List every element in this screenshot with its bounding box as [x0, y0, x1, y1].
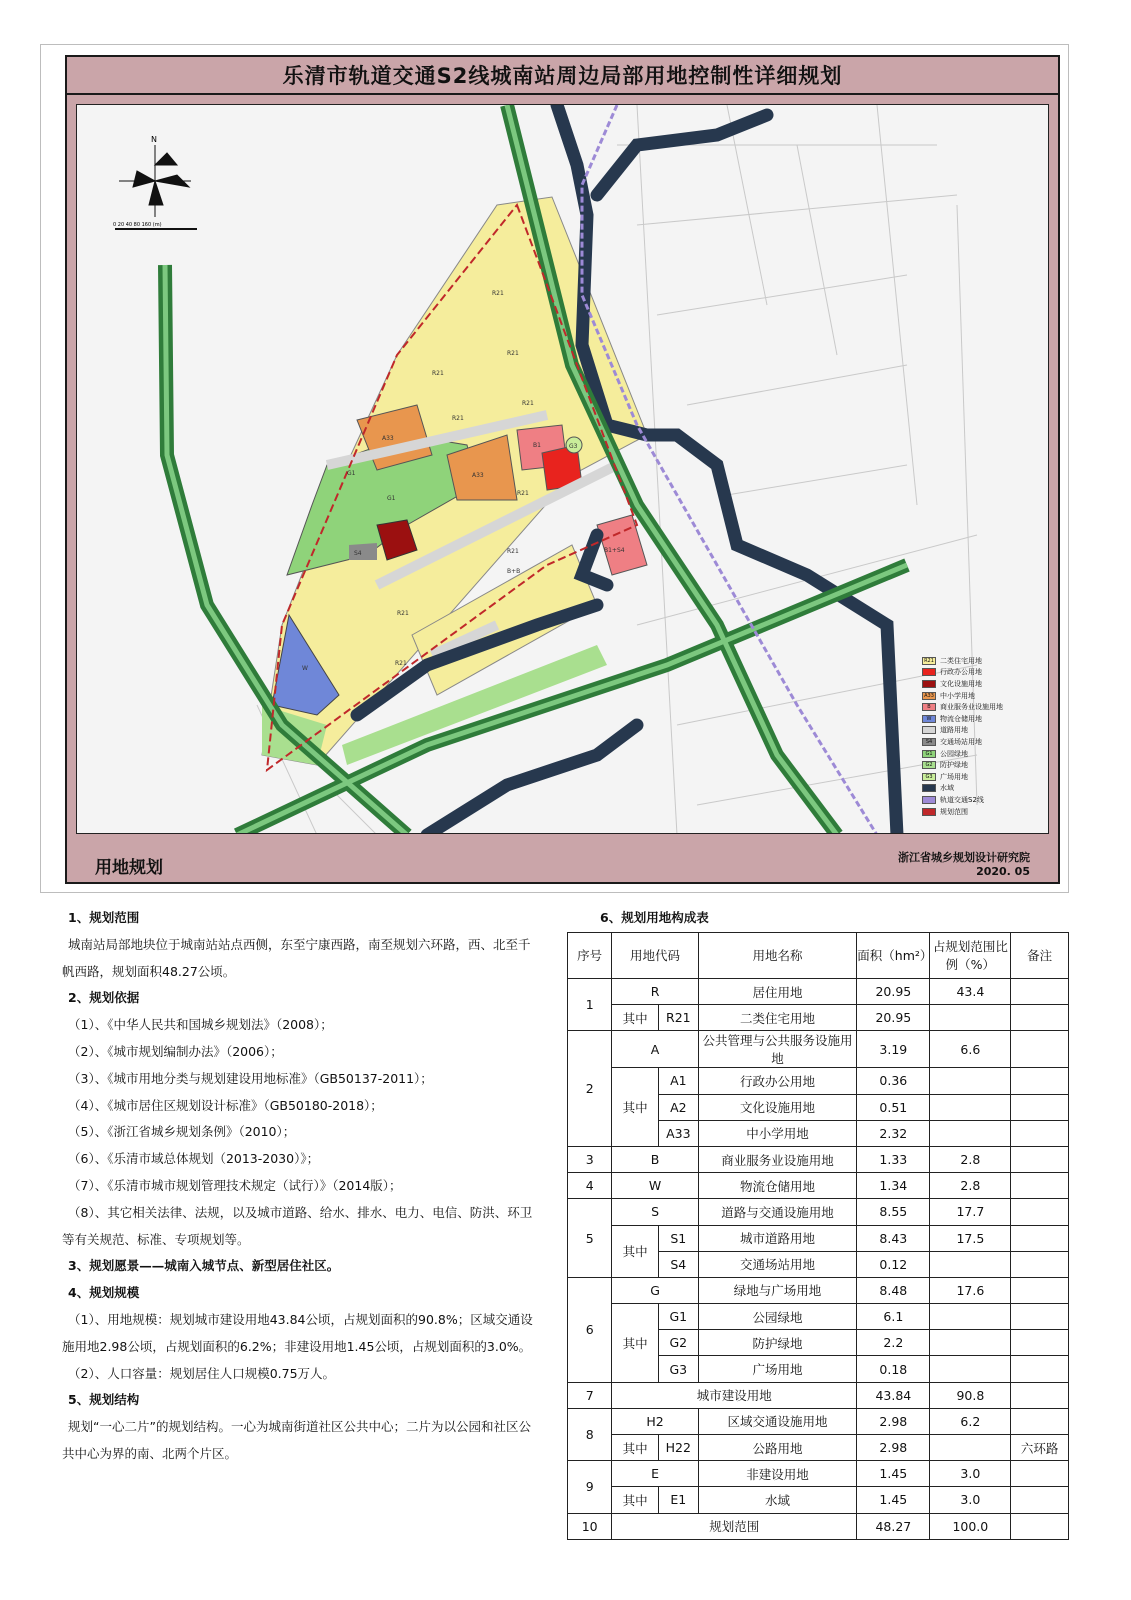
label-a33b: A33 — [472, 472, 484, 479]
cell-seq: 2 — [568, 1031, 612, 1147]
legend-item — [922, 806, 1003, 818]
cell-name: 物流仓储用地 — [698, 1173, 857, 1199]
section-heading: 3、规划愿景——城南入城节点、新型居住社区。 — [68, 1258, 340, 1274]
table-row — [568, 1199, 1069, 1225]
cell-ratio: 2.8 — [930, 1146, 1011, 1172]
basis-item: （6）、《乐清市域总体规划（2013-2030）》； — [68, 1151, 320, 1167]
table-row — [568, 1304, 1069, 1330]
table-row — [568, 1068, 1069, 1094]
cell-area: 8.48 — [857, 1277, 930, 1303]
cell-area: 2.98 — [857, 1408, 930, 1434]
map-caption: 用地规划 — [95, 858, 163, 878]
paragraph: （2）、人口容量：规划居住人口规模0.75万人。 — [68, 1365, 336, 1381]
label-w: W — [302, 665, 308, 672]
cell-note — [1011, 1031, 1069, 1068]
cell-ratio: 6.6 — [930, 1031, 1011, 1068]
legend-swatch — [922, 784, 936, 792]
legend-label: 规划范围 — [940, 807, 968, 816]
cell-code: S — [612, 1199, 698, 1225]
section-heading: 4、规划规模 — [68, 1285, 140, 1301]
land-use-table — [567, 932, 1069, 1540]
cell-ratio — [930, 1005, 1011, 1031]
legend-swatch — [922, 668, 936, 676]
cell-area: 0.51 — [857, 1094, 930, 1120]
cell-name: 绿地与广场用地 — [698, 1277, 857, 1303]
label-r21f: R21 — [507, 548, 519, 555]
label-s4: S4 — [354, 550, 362, 557]
table-row — [568, 1435, 1069, 1461]
header-note: 备注 — [1011, 933, 1069, 979]
legend-label: 轨道交通S2线 — [940, 795, 984, 804]
cell-qizhong: 其中 — [612, 1005, 659, 1031]
legend-label: 道路用地 — [940, 726, 968, 735]
cell-name: 非建设用地 — [698, 1461, 857, 1487]
cell-seq: 5 — [568, 1199, 612, 1278]
legend-swatch: A33 — [922, 692, 936, 700]
table-row — [568, 1461, 1069, 1487]
cell-ratio: 3.0 — [930, 1461, 1011, 1487]
cell-name: 城市建设用地 — [612, 1382, 857, 1408]
cell-area: 43.84 — [857, 1382, 930, 1408]
label-r21d: R21 — [522, 400, 534, 407]
cell-name: 区域交通设施用地 — [698, 1408, 857, 1434]
legend-label: 中小学用地 — [940, 691, 975, 700]
map-drawing — [77, 105, 1049, 834]
legend-item — [922, 655, 1003, 667]
cell-ratio — [930, 1094, 1011, 1120]
legend-label: 广场用地 — [940, 772, 968, 781]
cell-name: 中小学用地 — [698, 1120, 857, 1146]
legend-item — [922, 667, 1003, 679]
cell-seq: 4 — [568, 1173, 612, 1199]
legend-swatch: G1 — [922, 750, 936, 758]
cell-name: 防护绿地 — [698, 1330, 857, 1356]
label-r21c: R21 — [432, 370, 444, 377]
basis-item: （8）、其它相关法律、法规，以及城市道路、给水、排水、电力、电信、防洪、环卫等有关规范、标准、专项规划等。 — [62, 1204, 533, 1247]
table-title: 6、规划用地构成表 — [600, 910, 709, 925]
legend-item — [922, 736, 1003, 748]
cell-code: W — [612, 1173, 698, 1199]
cell-note — [1011, 1356, 1069, 1382]
label-r21b: R21 — [507, 350, 519, 357]
cell-code: G1 — [658, 1304, 698, 1330]
institute-name: 浙江省城乡规划设计研究院 — [898, 851, 1030, 864]
cell-area: 2.98 — [857, 1435, 930, 1461]
basis-item: （1）、《中华人民共和国城乡规划法》（2008）； — [68, 1017, 333, 1033]
section-heading: 1、规划范围 — [68, 910, 140, 925]
cell-ratio: 2.8 — [930, 1173, 1011, 1199]
cell-code: H2 — [612, 1408, 698, 1434]
cell-qizhong: 其中 — [612, 1225, 659, 1277]
cell-ratio — [930, 1304, 1011, 1330]
cell-qizhong: 其中 — [612, 1487, 659, 1513]
legend-swatch: W — [922, 715, 936, 723]
cell-name: 二类住宅用地 — [698, 1005, 857, 1031]
cell-code: A33 — [658, 1120, 698, 1146]
cell-ratio: 100.0 — [930, 1513, 1011, 1539]
cell-name: 商业服务业设施用地 — [698, 1146, 857, 1172]
cell-note — [1011, 1199, 1069, 1225]
table-row — [568, 1173, 1069, 1199]
legend-item — [922, 759, 1003, 771]
cell-seq: 1 — [568, 979, 612, 1031]
cell-name: 公路用地 — [698, 1435, 857, 1461]
cell-note — [1011, 1094, 1069, 1120]
cell-note — [1011, 1330, 1069, 1356]
cell-note — [1011, 1005, 1069, 1031]
cell-area: 8.43 — [857, 1225, 930, 1251]
table-row — [568, 1031, 1069, 1068]
cell-code: A2 — [658, 1094, 698, 1120]
table-row — [568, 1225, 1069, 1251]
map-title: 乐清市轨道交通S2线城南站周边局部用地控制性详细规划 — [67, 57, 1058, 95]
legend-swatch: R21 — [922, 657, 936, 665]
basis-item: （3）、《城市用地分类与规划建设用地标准》（GB50137-2011）； — [68, 1070, 433, 1086]
label-r21i: R21 — [517, 490, 529, 497]
cell-name: 城市道路用地 — [698, 1225, 857, 1251]
cell-note — [1011, 1225, 1069, 1251]
paragraph: 城南站局部地块位于城南站站点西侧，东至宁康西路，南至规划六环路，西、北至千帆西路，规划面积48.27公顷。 — [62, 936, 531, 979]
cell-note — [1011, 1068, 1069, 1094]
cell-name: 公园绿地 — [698, 1304, 857, 1330]
cell-note — [1011, 1277, 1069, 1303]
header-code: 用地代码 — [612, 933, 698, 979]
cell-ratio: 6.2 — [930, 1408, 1011, 1434]
legend-swatch: B — [922, 703, 936, 711]
label-g1b: G1 — [387, 495, 396, 502]
section-heading: 5、规划结构 — [68, 1392, 140, 1408]
legend-item — [922, 725, 1003, 737]
cell-area: 2.2 — [857, 1330, 930, 1356]
legend-label: 行政办公用地 — [940, 668, 982, 677]
land-use-map — [76, 104, 1049, 834]
cell-name: 广场用地 — [698, 1356, 857, 1382]
cell-note — [1011, 1120, 1069, 1146]
cell-code: B — [612, 1146, 698, 1172]
cell-ratio — [930, 1251, 1011, 1277]
cell-code: A1 — [658, 1068, 698, 1094]
cell-code: G2 — [658, 1330, 698, 1356]
map-frame — [40, 44, 1069, 893]
legend-swatch — [922, 726, 936, 734]
legend-swatch — [922, 680, 936, 688]
cell-note — [1011, 1146, 1069, 1172]
table-row — [568, 1005, 1069, 1031]
cell-area: 0.12 — [857, 1251, 930, 1277]
label-r21g: R21 — [397, 610, 409, 617]
basis-item: （2）、《城市规划编制办法》（2006）； — [68, 1043, 283, 1059]
label-r21h: R21 — [395, 660, 407, 667]
cell-area: 8.55 — [857, 1199, 930, 1225]
cell-code: E — [612, 1461, 698, 1487]
cell-ratio — [930, 1068, 1011, 1094]
cell-seq: 8 — [568, 1408, 612, 1460]
header-name: 用地名称 — [698, 933, 857, 979]
cell-qizhong: 其中 — [612, 1068, 659, 1147]
paragraph: （1）、用地规模：规划城市建设用地43.84公顷，占规划面积的90.8%；区域交通设施用地2.98公顷，占规划面积的6.2%；非建设用地1.45公顷，占规划面积的3.0%。 — [62, 1311, 533, 1354]
label-g1a: G1 — [347, 470, 356, 477]
cell-name: 文化设施用地 — [698, 1094, 857, 1120]
label-bb: B+B — [507, 568, 521, 575]
cell-area: 1.45 — [857, 1487, 930, 1513]
cell-seq: 10 — [568, 1513, 612, 1539]
cell-ratio — [930, 1435, 1011, 1461]
cell-area: 2.32 — [857, 1120, 930, 1146]
map-panel — [65, 55, 1060, 884]
cell-note — [1011, 1461, 1069, 1487]
table-row — [568, 1408, 1069, 1434]
cell-name: 交通场站用地 — [698, 1251, 857, 1277]
cell-name: 公共管理与公共服务设施用地 — [698, 1031, 857, 1068]
table-row — [568, 1277, 1069, 1303]
cell-area: 1.33 — [857, 1146, 930, 1172]
cell-area: 0.36 — [857, 1068, 930, 1094]
cell-code: R — [612, 979, 698, 1005]
label-r21e: R21 — [452, 415, 464, 422]
cell-code: S4 — [658, 1251, 698, 1277]
scale-label: 0 20 40 80 160 (m) — [113, 222, 162, 228]
cell-code: G3 — [658, 1356, 698, 1382]
cell-seq: 6 — [568, 1277, 612, 1382]
table-row — [568, 1513, 1069, 1539]
cell-area: 3.19 — [857, 1031, 930, 1068]
legend-swatch: G2 — [922, 761, 936, 769]
cell-ratio: 3.0 — [930, 1487, 1011, 1513]
cell-ratio: 43.4 — [930, 979, 1011, 1005]
header-ratio: 占规划范围比例（%） — [930, 933, 1011, 979]
legend-item — [922, 701, 1003, 713]
table-row — [568, 1382, 1069, 1408]
table-row — [568, 1146, 1069, 1172]
header-seq: 序号 — [568, 933, 612, 979]
cell-note — [1011, 1408, 1069, 1434]
legend-label: 水域 — [940, 784, 954, 793]
cell-note — [1011, 1513, 1069, 1539]
cell-name: 行政办公用地 — [698, 1068, 857, 1094]
label-r21a: R21 — [492, 290, 504, 297]
cell-ratio — [930, 1120, 1011, 1146]
cell-area: 1.34 — [857, 1173, 930, 1199]
cell-name: 水域 — [698, 1487, 857, 1513]
cell-code: G — [612, 1277, 698, 1303]
cell-note: 六环路 — [1011, 1435, 1069, 1461]
cell-note — [1011, 1251, 1069, 1277]
label-b1s4: B1+S4 — [604, 547, 625, 554]
cell-seq: 9 — [568, 1461, 612, 1513]
cell-note — [1011, 1382, 1069, 1408]
table-row — [568, 1487, 1069, 1513]
cell-ratio — [930, 1356, 1011, 1382]
cell-ratio: 17.6 — [930, 1277, 1011, 1303]
label-b1: B1 — [533, 442, 541, 449]
cell-name: 居住用地 — [698, 979, 857, 1005]
table-header-row — [568, 933, 1069, 979]
cell-area: 0.18 — [857, 1356, 930, 1382]
basis-item: （4）、《城市居住区规划设计标准》（GB50180-2018）； — [68, 1097, 383, 1113]
legend-label: 交通场站用地 — [940, 737, 982, 746]
legend-item — [922, 771, 1003, 783]
legend-label: 物流仓储用地 — [940, 714, 982, 723]
planning-text — [62, 905, 540, 1468]
legend-swatch — [922, 808, 936, 816]
label-a33a: A33 — [382, 435, 394, 442]
section-heading: 2、规划依据 — [68, 990, 140, 1006]
cell-ratio — [930, 1330, 1011, 1356]
legend-item — [922, 783, 1003, 795]
legend-item — [922, 678, 1003, 690]
cell-note — [1011, 1304, 1069, 1330]
legend-label: 防护绿地 — [940, 761, 968, 770]
map-date: 2020. 05 — [976, 865, 1030, 878]
cell-seq: 3 — [568, 1146, 612, 1172]
cell-area: 6.1 — [857, 1304, 930, 1330]
cell-note — [1011, 979, 1069, 1005]
paragraph: 规划“一心二片”的规划结构。一心为城南街道社区公共中心；二片为以公园和社区公共中心为界的南、北两个片区。 — [62, 1419, 531, 1461]
cell-area: 1.45 — [857, 1461, 930, 1487]
north-label: N — [151, 135, 157, 144]
label-g3: G3 — [569, 443, 578, 450]
cell-qizhong: 其中 — [612, 1435, 659, 1461]
cell-code: E1 — [658, 1487, 698, 1513]
basis-item: （5）、《浙江省城乡规划条例》（2010）； — [68, 1124, 296, 1140]
cell-seq: 7 — [568, 1382, 612, 1408]
legend-item — [922, 713, 1003, 725]
cell-code: R21 — [658, 1005, 698, 1031]
legend-item — [922, 690, 1003, 702]
cell-ratio: 17.7 — [930, 1199, 1011, 1225]
cell-area: 20.95 — [857, 979, 930, 1005]
cell-note — [1011, 1487, 1069, 1513]
cell-code: H22 — [658, 1435, 698, 1461]
legend-label: 二类住宅用地 — [940, 656, 982, 665]
header-area: 面积（hm²） — [857, 933, 930, 979]
cell-area: 20.95 — [857, 1005, 930, 1031]
cell-ratio: 17.5 — [930, 1225, 1011, 1251]
legend-label: 公园绿地 — [940, 749, 968, 758]
legend-item — [922, 794, 1003, 806]
cell-note — [1011, 1173, 1069, 1199]
cell-code: S1 — [658, 1225, 698, 1251]
cell-area: 48.27 — [857, 1513, 930, 1539]
legend-swatch — [922, 796, 936, 804]
basis-item: （7）、《乐清市城市规划管理技术规定（试行）》（2014版）； — [68, 1177, 402, 1193]
cell-qizhong: 其中 — [612, 1304, 659, 1383]
legend-swatch: S4 — [922, 738, 936, 746]
legend-label: 文化设施用地 — [940, 679, 982, 688]
legend-label: 商业服务业设施用地 — [940, 703, 1003, 712]
table-row — [568, 979, 1069, 1005]
cell-name: 道路与交通设施用地 — [698, 1199, 857, 1225]
legend-swatch: G3 — [922, 773, 936, 781]
legend-item — [922, 748, 1003, 760]
map-legend — [922, 655, 1003, 817]
cell-name: 规划范围 — [612, 1513, 857, 1539]
cell-code: A — [612, 1031, 698, 1068]
cell-ratio: 90.8 — [930, 1382, 1011, 1408]
